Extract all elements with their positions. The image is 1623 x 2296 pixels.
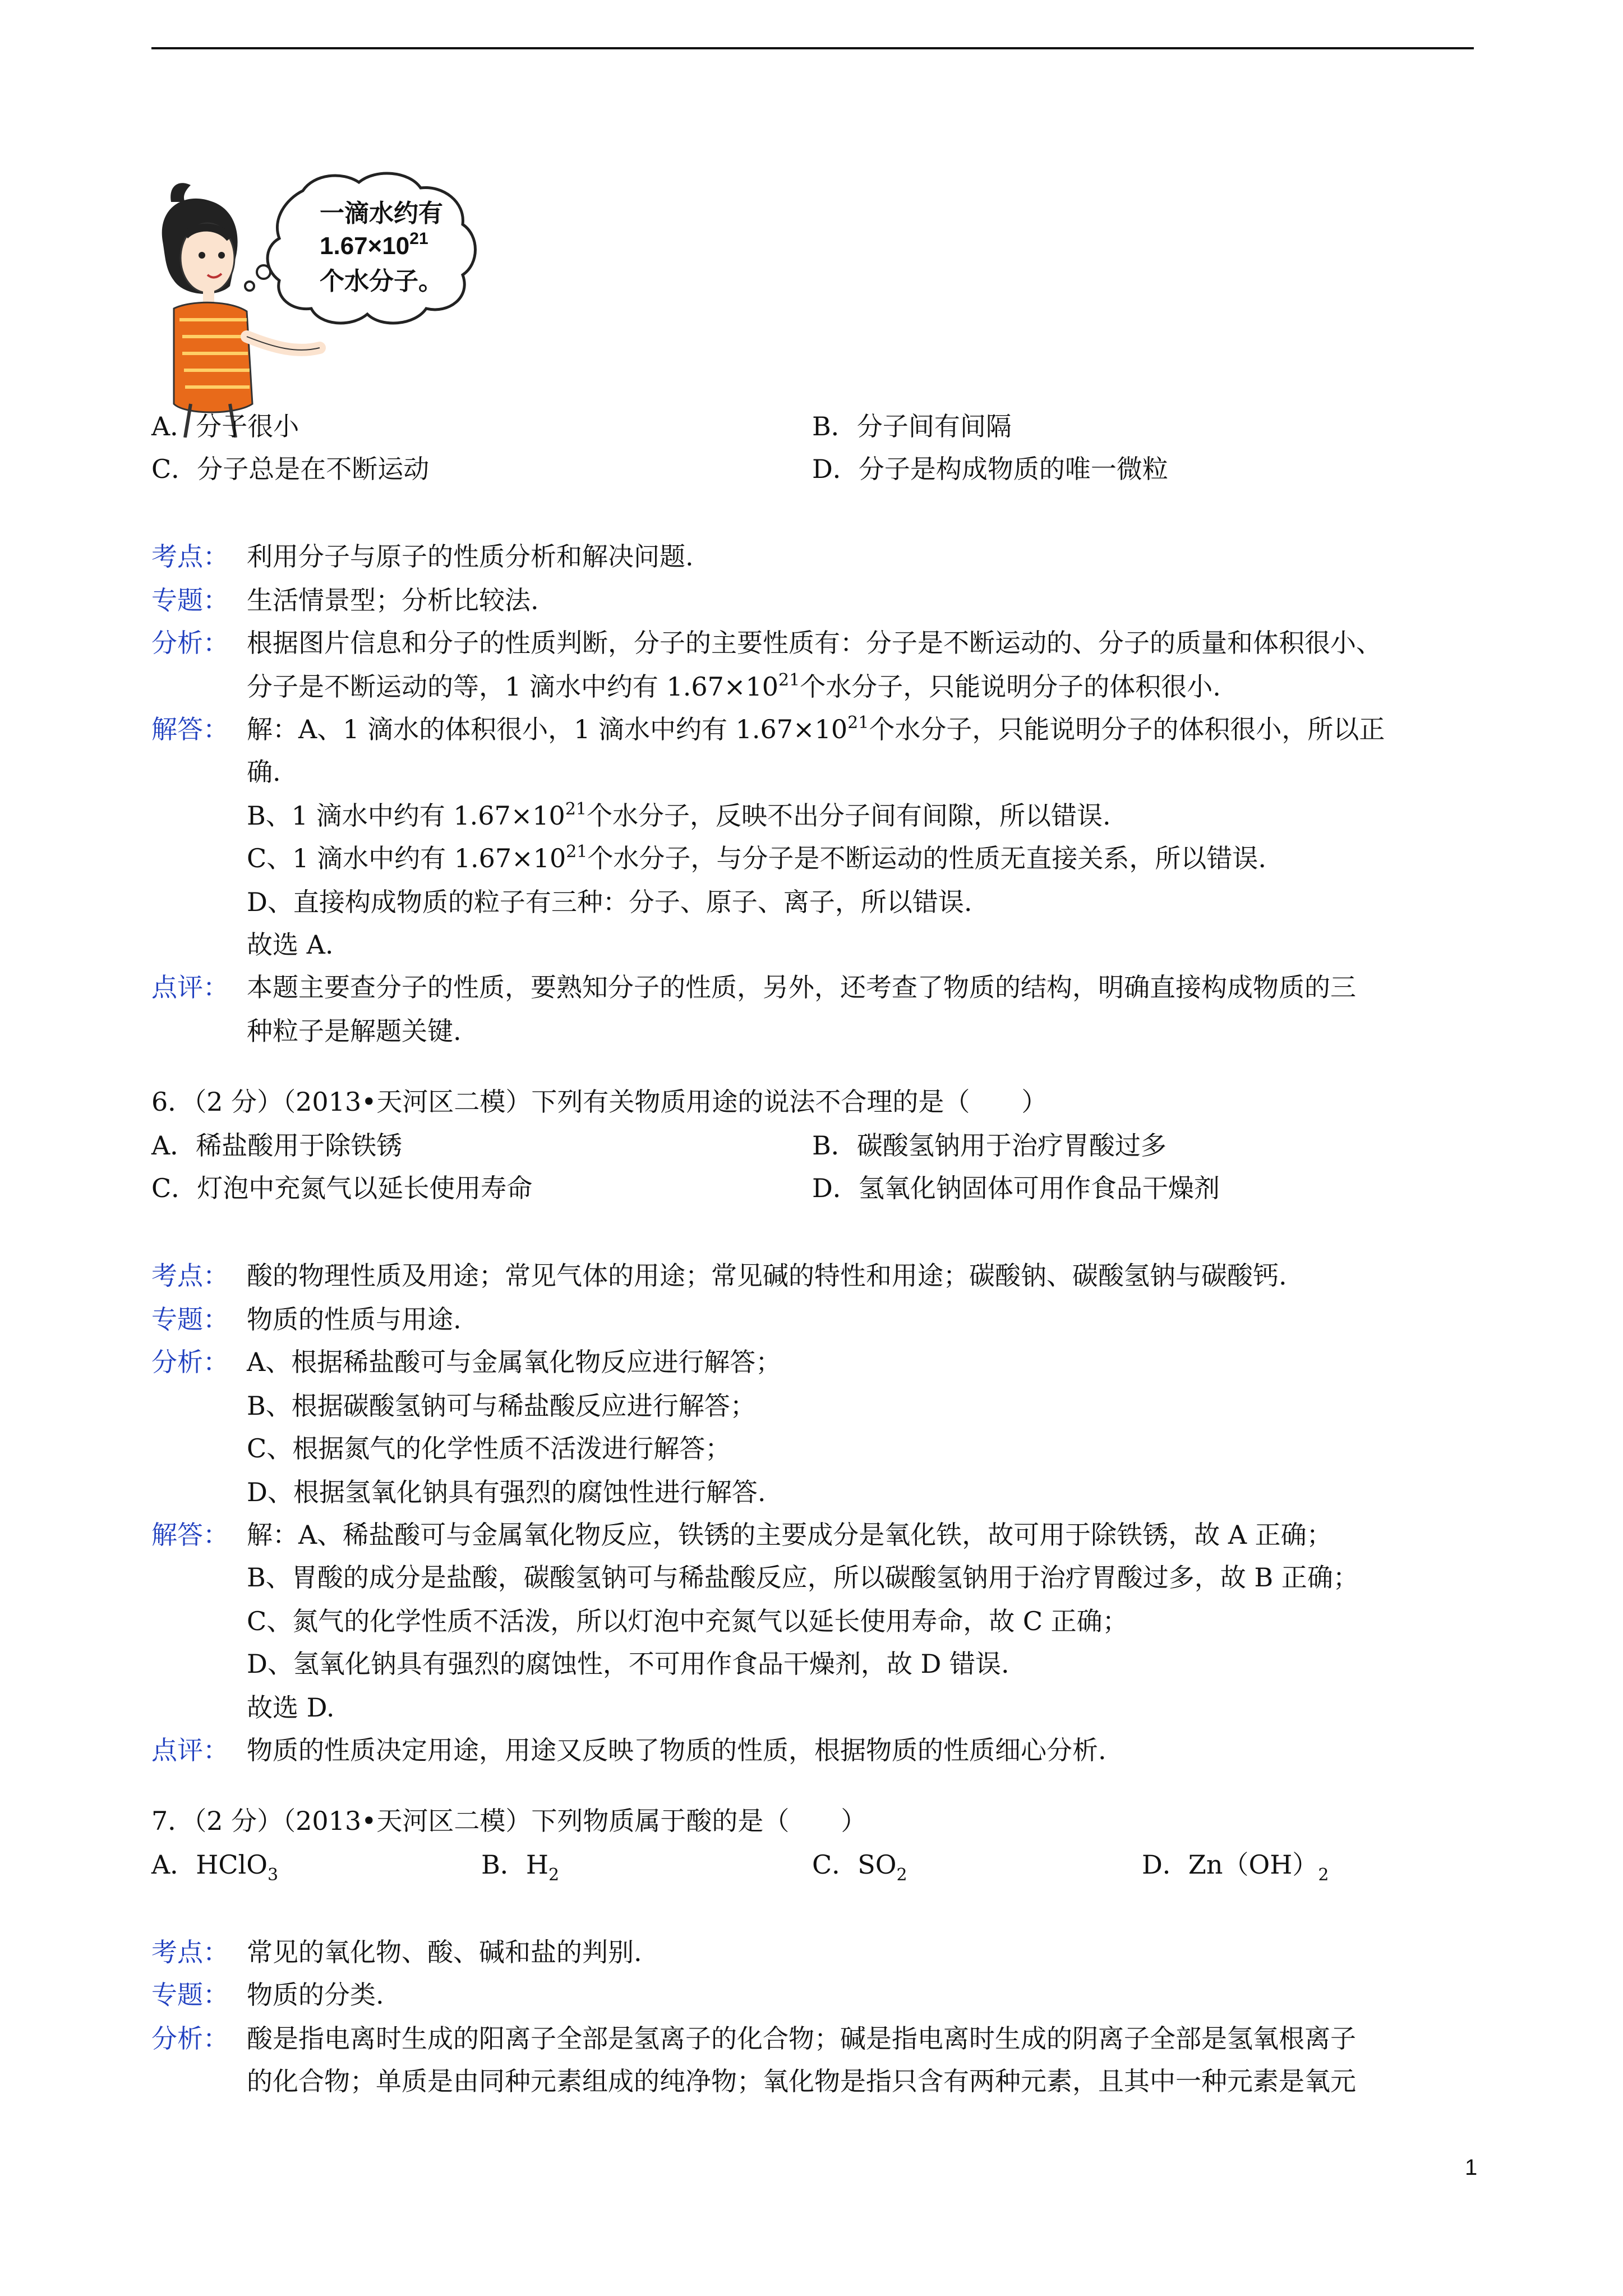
q7-kaodian-label: 考点：	[151, 1937, 229, 1967]
q5-zhuanti-text: 生活情景型；分析比较法.	[247, 585, 539, 615]
q5-jieda-line-5: D、直接构成物质的粒子有三种：分子、原子、离子，所以错误.	[247, 887, 972, 917]
q5-option-d: D．分子是构成物质的唯一微粒	[812, 454, 1168, 484]
q7-stem: 7．（2 分）（2013•天河区二模）下列物质属于酸的是（ ）	[151, 1806, 867, 1836]
q7-option-c: C．$SO_2$	[812, 1849, 907, 1885]
bubble-line-3: 个水分子。	[320, 268, 443, 295]
q6-jieda-line-2: B、胃酸的成分是盐酸，碳酸氢钠可与稀盐酸反应，所以碳酸氢钠用于治疗胃酸过多，故 B 正确；	[247, 1562, 1359, 1593]
q5-dianping-line-1: 本题主要查分子的性质，要熟知分子的性质，另外，还考查了物质的结构，明确直接构成物质的三	[247, 972, 1356, 1002]
thought-bubble-text	[320, 197, 477, 298]
q6-zhuanti-label: 专题：	[151, 1304, 229, 1335]
q6-dianping-label: 点评：	[151, 1735, 229, 1765]
q7-zhuanti-label: 专题：	[151, 1980, 229, 2010]
q7-option-b: B．$H_2$	[481, 1849, 560, 1885]
q5-option-b: B．分子间有间隔	[812, 411, 1012, 441]
q7-fenxi-line-1: 酸是指电离时生成的阳离子全部是氢离子的化合物；碱是指电离时生成的阴离子全部是氢氧根离子	[247, 2023, 1356, 2054]
bubble-line-1: 一滴水约有	[320, 200, 443, 227]
q6-option-a: A．稀盐酸用于除铁锈	[151, 1130, 403, 1161]
q6-option-d: D．氢氧化钠固体可用作食品干燥剂	[812, 1173, 1220, 1203]
q5-option-c: C．分子总是在不断运动	[151, 454, 430, 484]
q5-kaodian-text: 利用分子与原子的性质分析和解决问题.	[247, 541, 694, 572]
q6-fenxi-line-3: C、根据氮气的化学性质不活泼进行解答；	[247, 1433, 731, 1464]
q5-jieda-line-1: 解：A、1 滴水的体积很小，1 滴水中约有 $1.67\times 10^{21}$个水分子，只能说明分子的体积很小，所以正	[247, 713, 1385, 744]
q5-zhuanti-label: 专题：	[151, 585, 229, 615]
q6-fenxi-label: 分析：	[151, 1347, 229, 1377]
q6-fenxi-line-1: A、根据稀盐酸可与金属氧化物反应进行解答；	[247, 1347, 782, 1377]
q5-jieda-line-2: 确.	[247, 757, 281, 787]
q6-jieda-line-1: 解：A、稀盐酸可与金属氧化物反应，铁锈的主要成分是氧化铁，故可用于除铁锈，故 A 正确；	[247, 1520, 1332, 1550]
q6-option-c: C．灯泡中充氮气以延长使用寿命	[151, 1173, 533, 1203]
q6-fenxi-line-4: D、根据氢氧化钠具有强烈的腐蚀性进行解答.	[247, 1477, 766, 1507]
q5-option-a: A．分子很小	[151, 411, 299, 441]
header-rule	[151, 47, 1474, 49]
q5-jieda-line-3: B、1 滴水中约有 $1.67\times 10^{21}$个水分子，反映不出分子间有间隙，所以错误.	[247, 799, 1111, 831]
q6-option-b: B．碳酸氢钠用于治疗胃酸过多	[812, 1130, 1166, 1161]
q5-jieda-line-6: 故选 A.	[247, 930, 334, 960]
q6-kaodian-text: 酸的物理性质及用途；常见气体的用途；常见碱的特性和用途；碳酸钠、碳酸氢钠与碳酸钙.	[247, 1260, 1287, 1291]
q6-fenxi-line-2: B、根据碳酸氢钠可与稀盐酸反应进行解答；	[247, 1391, 756, 1421]
page-number: 1	[1465, 2155, 1478, 2180]
q6-jieda-line-5: 故选 D.	[247, 1692, 335, 1723]
q5-jieda-line-4: C、1 滴水中约有 $1.67\times 10^{21}$个水分子，与分子是不断运动的性质无直接关系，所以错误.	[247, 842, 1267, 873]
q6-zhuanti-text: 物质的性质与用途.	[247, 1304, 462, 1335]
q5-fenxi-label: 分析：	[151, 628, 229, 658]
q6-jieda-label: 解答：	[151, 1520, 229, 1550]
q6-dianping-line-1: 物质的性质决定用途，用途又反映了物质的性质，根据物质的性质细心分析.	[247, 1735, 1106, 1765]
q7-kaodian-text: 常见的氧化物、酸、碱和盐的判别.	[247, 1937, 642, 1967]
q7-option-d: D．$Zn(OH)_2$	[1142, 1849, 1329, 1885]
q7-option-a: A．HClO$_3$	[151, 1849, 279, 1885]
q5-kaodian-label: 考点：	[151, 541, 229, 572]
q5-dianping-line-2: 种粒子是解题关键.	[247, 1016, 462, 1046]
q7-fenxi-line-2: 的化合物；单质是由同种元素组成的纯净物；氧化物是指只含有两种元素，且其中一种元素是氧元	[247, 2066, 1356, 2096]
q7-fenxi-label: 分析：	[151, 2023, 229, 2054]
q5-fenxi-line-2: 分子是不断运动的等，1 滴水中约有 $1.67\times 10^{21}$个水分子，只能说明分子的体积很小.	[247, 670, 1221, 702]
q5-fenxi-line-1: 根据图片信息和分子的性质判断，分子的主要性质有：分子是不断运动的、分子的质量和体积很小、	[247, 628, 1382, 658]
q6-stem: 6．（2 分）（2013•天河区二模）下列有关物质用途的说法不合理的是（ ）	[151, 1087, 1048, 1117]
q6-jieda-line-4: D、氢氧化钠具有强烈的腐蚀性，不可用作食品干燥剂，故 D 错误.	[247, 1649, 1009, 1679]
q6-kaodian-label: 考点：	[151, 1260, 229, 1291]
q5-jieda-label: 解答：	[151, 714, 229, 744]
q6-jieda-line-3: C、氮气的化学性质不活泼，所以灯泡中充氮气以延长使用寿命，故 C 正确；	[247, 1606, 1128, 1636]
q7-zhuanti-text: 物质的分类.	[247, 1980, 384, 2010]
q5-dianping-label: 点评：	[151, 972, 229, 1002]
bubble-line-2: $1.67\times 10^{21}$	[320, 229, 428, 260]
